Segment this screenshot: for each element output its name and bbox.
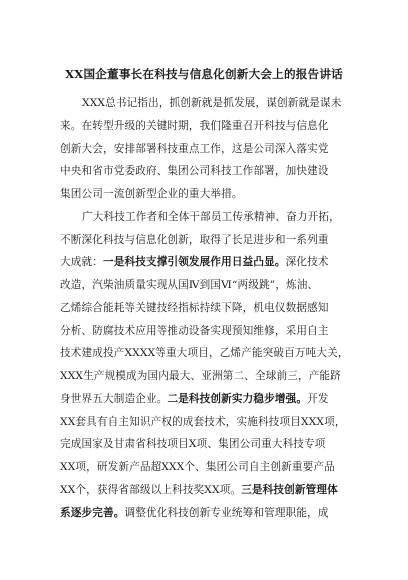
document-title: XX国企董事长在科技与信息化创新大会上的报告讲话 [65, 67, 343, 81]
bold-heading-2: 二是科技创新实力稳步增强。 [167, 392, 308, 405]
bold-heading-3: 三是科技创新管理体 [241, 483, 338, 496]
paragraph-2-line-4: 改造，汽柴油质量实现从国Ⅳ到国Ⅵ“两级跳”，炼油、 [60, 279, 319, 291]
paragraph-1-line-2: 来。在转型升级的关键时期，我们隆重召开科技与信息化 [60, 119, 329, 132]
paragraph-2-line-11: 完成国家及甘肃省科技项目X项、集团公司重大科技专项 [60, 438, 326, 451]
text-segment: 开发 [307, 392, 329, 405]
text-segment: 身世界五大制造企业。 [60, 392, 168, 405]
paragraph-2-line-3 [60, 251, 348, 274]
paragraph-2-line-7: 技术建成投产XXXX等重大项目，乙烯产能突破百万吨大关， [60, 347, 349, 360]
paragraph-2-line-2: 不断深化科技与信息化创新，取得了长足进步和一系列重 [60, 233, 329, 246]
document-body [60, 92, 348, 524]
paragraph-2-line-12: XX项，研发新产品超XXX个、集团公司自主创新重要产品 [60, 461, 335, 473]
bold-heading-1: 一是科技支撑引领发展作用日益凸显。 [102, 256, 286, 269]
paragraph-1-line-1: XXX总书记指出，抓创新就是抓发展，谋创新就是谋未 [82, 97, 342, 109]
paragraph-2-line-1: 广大科技工作者和全体干部员工传承精神、奋力开拓， [82, 210, 340, 223]
paragraph-1-line-4: 中央和省市党委政府、集团公司科技工作部署，加快建设 [60, 165, 329, 178]
text-segment: 调整优化科技创新专业统筹和管理职能，成 [124, 506, 329, 519]
paragraph-2-line-8: XXX生产规模成为国内最大、亚洲第二、全球前三，产能跻 [60, 370, 341, 382]
paragraph-1-line-5: 集团公司一流创新型企业的重大举措。 [60, 188, 243, 200]
bold-heading-3-cont: 系逐步完善。 [60, 506, 125, 519]
text-segment: 深化技术 [285, 256, 329, 269]
paragraph-2-line-13 [60, 479, 348, 502]
text-segment: XX个，获得省部级以上科技奖XX项。 [60, 483, 242, 496]
paragraph-2-line-14 [60, 502, 348, 525]
paragraph-1-line-3: 创新大会，安排部署科技重点工作，这是公司深入落实党 [60, 142, 329, 155]
paragraph-2-line-6: 分析、防腐技术应用等推动设备实现预知维修，采用自主 [60, 324, 329, 337]
paragraph-2-line-9 [60, 388, 348, 411]
paragraph-2-line-5: 乙烯综合能耗等关键技经指标持续下降，机电仪数据感知 [60, 301, 329, 314]
text-segment: 大成就： [60, 256, 103, 269]
paragraph-2-line-10: XX套具有自主知识产权的成套技术，实施科技项目XXX项， [60, 415, 346, 428]
